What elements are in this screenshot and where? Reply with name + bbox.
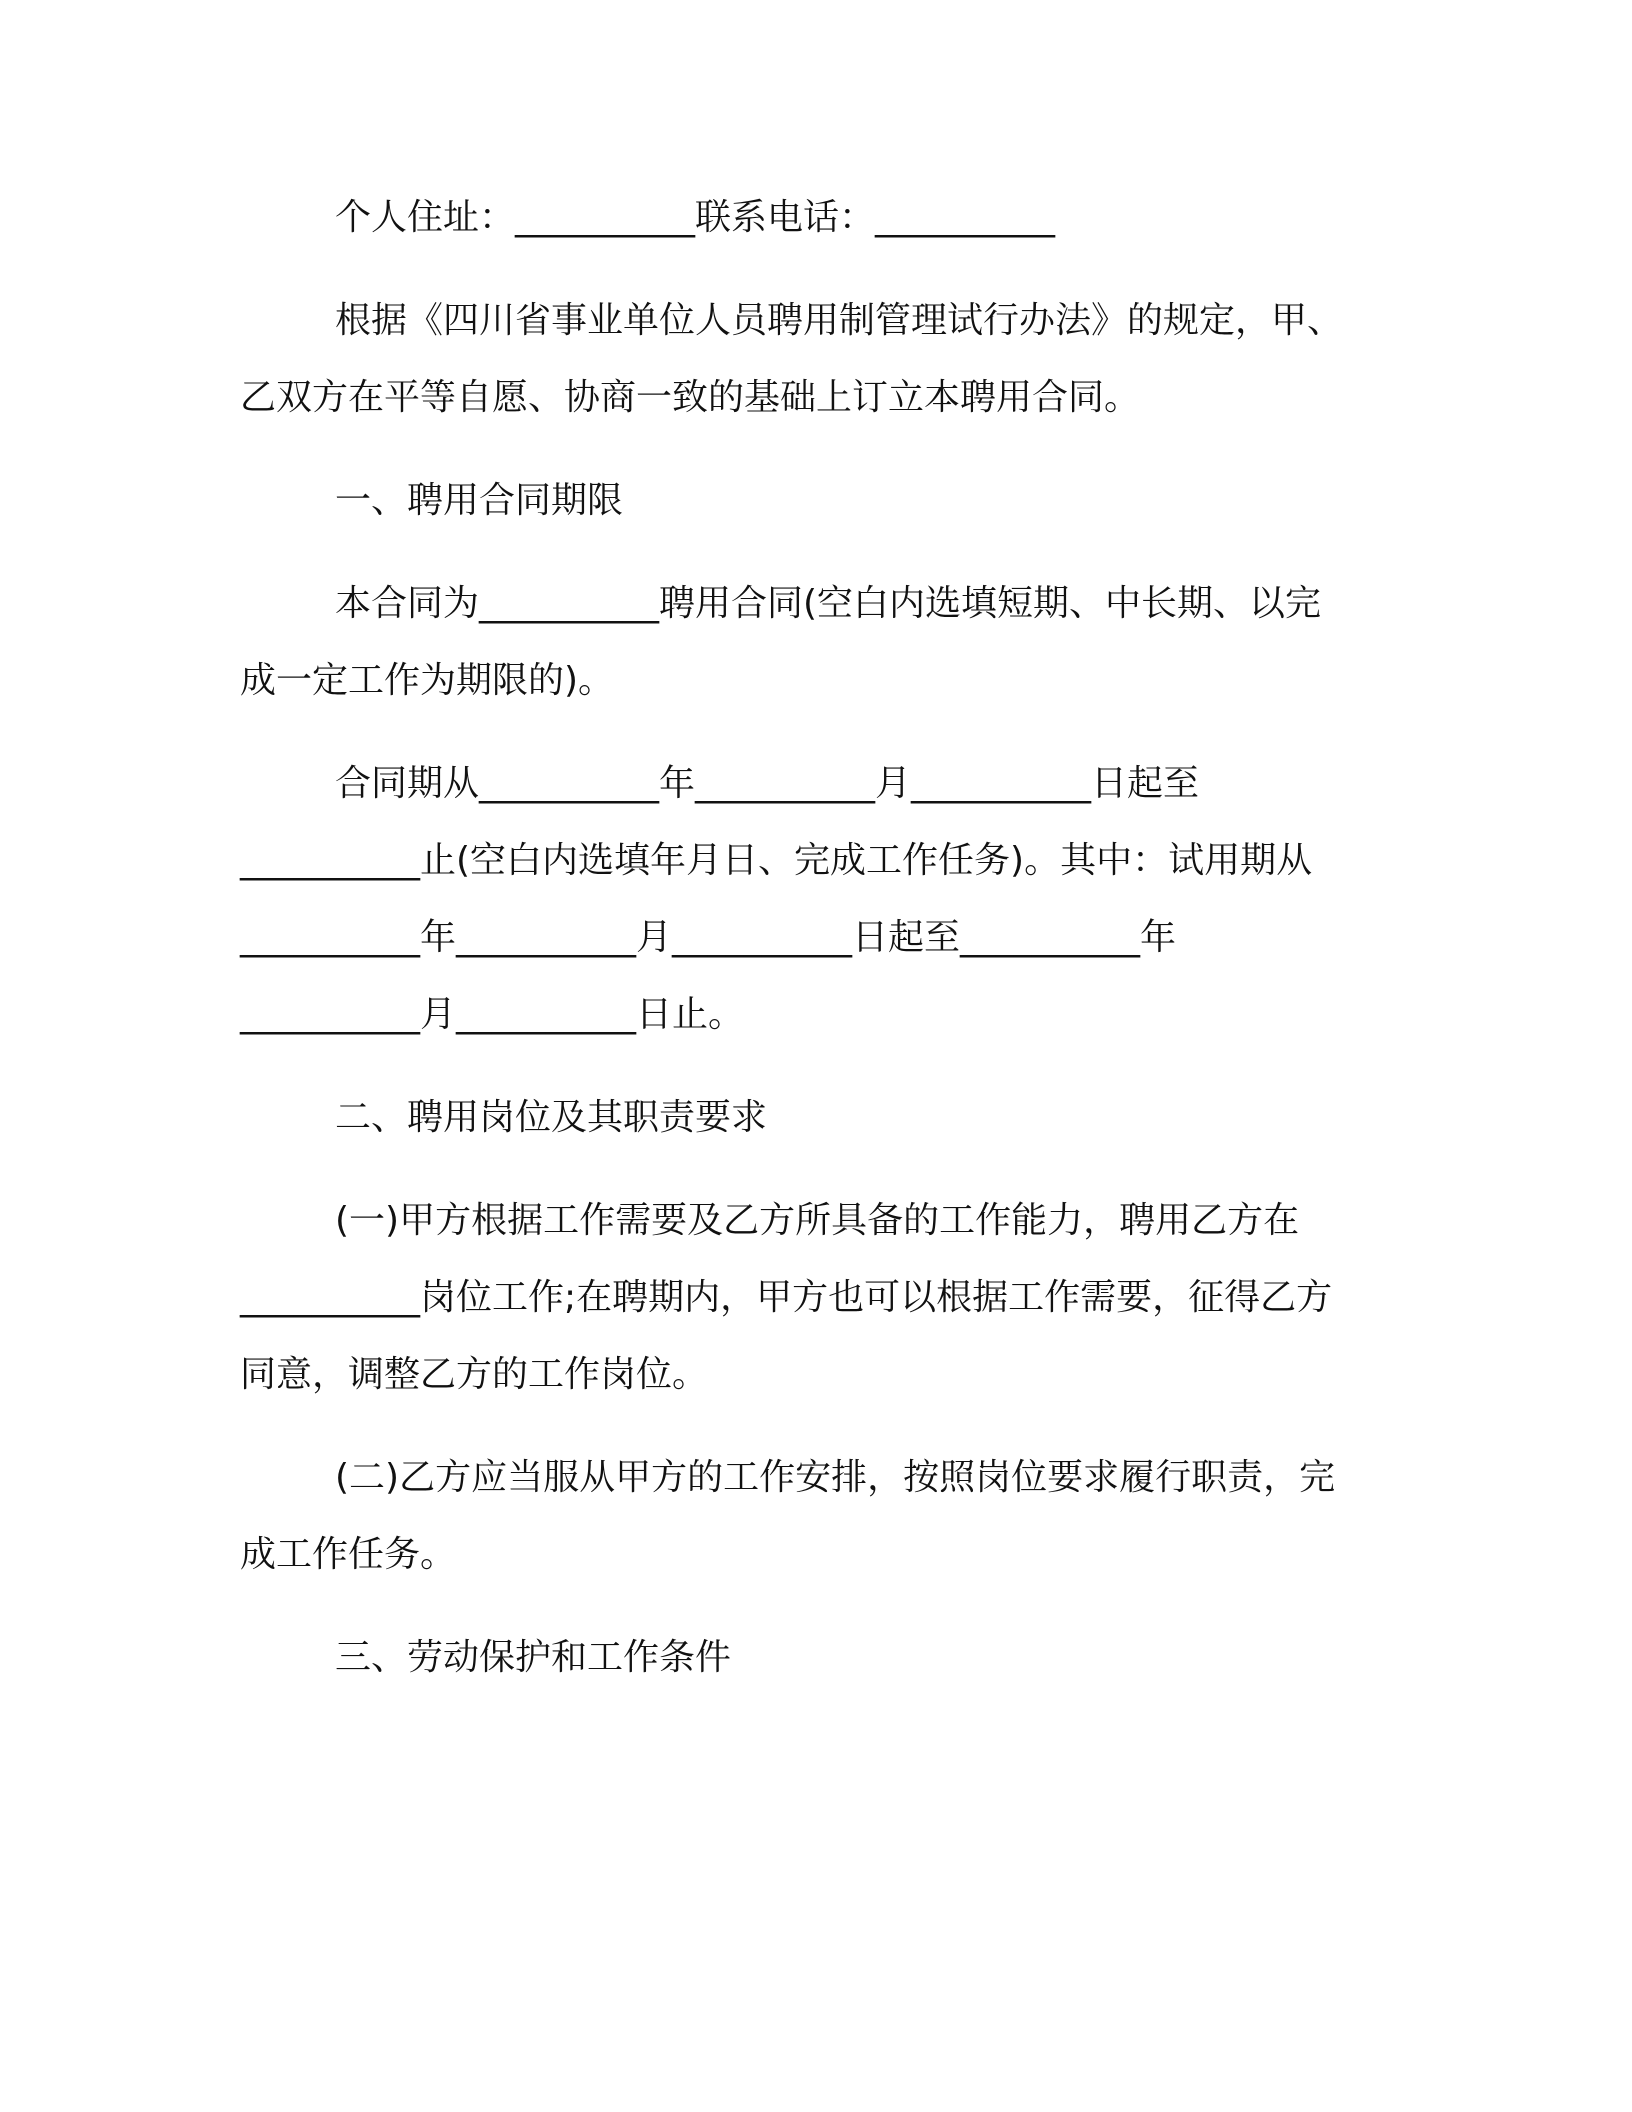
paragraph-line: 同意，调整乙方的工作岗位。 — [240, 1354, 709, 1395]
address-phone-line: 个人住址：__________联系电话：__________ — [335, 197, 1056, 238]
paragraph-line: (二)乙方应当服从甲方的工作安排，按照岗位要求履行职责，完 — [335, 1457, 1336, 1498]
section-heading: 二、聘用岗位及其职责要求 — [335, 1097, 768, 1138]
paragraph-line: __________岗位工作;在聘期内，甲方也可以根据工作需要，征得乙方 — [240, 1277, 1333, 1318]
section-heading: 一、聘用合同期限 — [335, 480, 624, 521]
paragraph-line: __________年__________月__________日起至__________年 — [240, 917, 1177, 958]
paragraph-line: 本合同为__________聘用合同(空白内选填短期、中长期、以完 — [335, 583, 1322, 624]
paragraph-line: __________月__________日止。 — [240, 994, 745, 1035]
paragraph-line: (一)甲方根据工作需要及乙方所具备的工作能力，聘用乙方在 — [335, 1200, 1300, 1241]
paragraph-line: __________止(空白内选填年月日、完成工作任务)。其中：试用期从 — [240, 840, 1313, 881]
paragraph-line: 合同期从__________年__________月__________日起至 — [335, 763, 1200, 804]
intro-paragraph-line: 根据《四川省事业单位人员聘用制管理试行办法》的规定，甲、 — [335, 300, 1344, 341]
paragraph-line: 成工作任务。 — [240, 1534, 457, 1575]
section-heading: 三、劳动保护和工作条件 — [335, 1637, 732, 1678]
paragraph-line: 成一定工作为期限的)。 — [240, 660, 615, 701]
intro-paragraph-line: 乙双方在平等自愿、协商一致的基础上订立本聘用合同。 — [240, 377, 1141, 418]
